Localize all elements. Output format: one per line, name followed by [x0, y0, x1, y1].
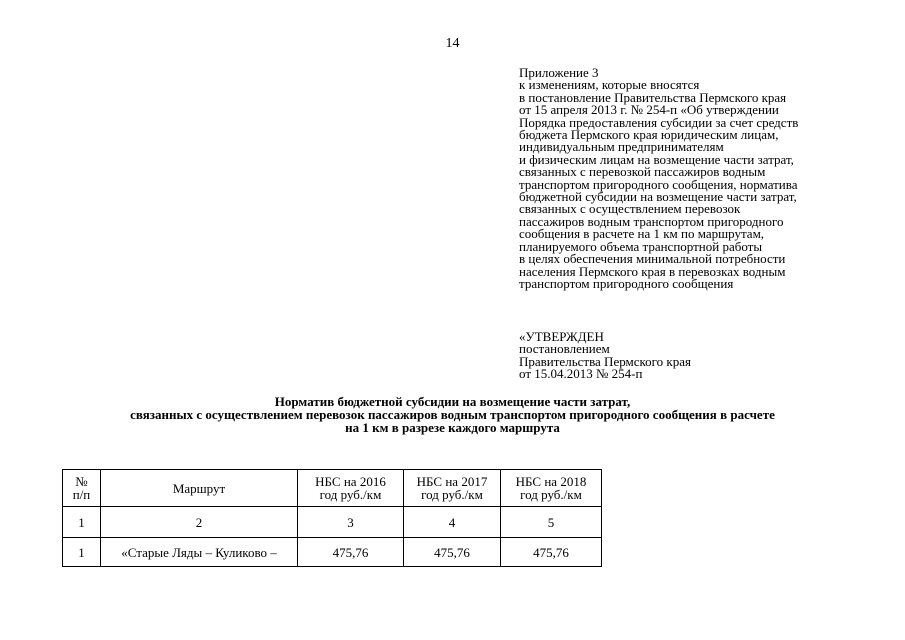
appendix-line: Приложение 3	[519, 65, 599, 80]
appendix-line: пассажиров водным транспортом пригородного	[519, 213, 784, 229]
appendix-line: в постановление Правительства Пермского края	[519, 89, 787, 105]
header-cell-2018: НБС на 2018 год руб./км	[501, 470, 602, 507]
header-cell-number: № п/п	[63, 470, 101, 507]
title-line: Норматив бюджетной субсидии на возмещение части затрат,	[274, 394, 631, 409]
nbs-2018-cell: 475,76	[501, 538, 602, 567]
header-cell-2016: НБС на 2016 год руб./км	[298, 470, 404, 507]
appendix-line: сообщения в расчете на 1 км по маршрутам,	[519, 226, 765, 242]
header-cell-2017: НБС на 2017 год руб./км	[404, 470, 501, 507]
route-cell: «Старые Ляды – Куликово –	[101, 538, 298, 567]
appendix-line: индивидуальным предпринимателям	[519, 139, 724, 155]
appendix-line: бюджета Пермского края юридическим лицам,	[519, 127, 779, 143]
nbs-2017-cell: 475,76	[404, 538, 501, 567]
column-number-cell: 1	[63, 507, 101, 538]
appendix-line: и физическим лицам на возмещение части затрат,	[519, 151, 794, 167]
column-number-row	[63, 507, 602, 538]
column-number-cell: 5	[501, 507, 602, 538]
approved-line: «УТВЕРЖДЕН	[519, 329, 604, 344]
page-number: 14	[445, 36, 460, 51]
header-cell-route: Маршрут	[101, 470, 298, 507]
appendix-line: населения Пермского края в перевозках водным	[519, 263, 786, 279]
document-title	[0, 395, 905, 434]
title-line: связанных с осуществлением перевозок пассажиров водным транспортом пригородного сообщения в расчете	[130, 407, 775, 422]
appendix-line: связанных с осуществлением перевозок	[519, 201, 741, 217]
approved-block	[519, 331, 859, 381]
row-number-cell: 1	[63, 538, 101, 567]
appendix-line: к изменениям, которые вносятся	[519, 77, 700, 93]
appendix-line: в целях обеспечения минимальной потребности	[519, 251, 786, 267]
appendix-block	[519, 67, 859, 290]
table-row	[63, 538, 602, 567]
appendix-line: транспортом пригородного сообщения	[519, 275, 734, 291]
column-number-cell: 3	[298, 507, 404, 538]
subsidy-norms-table	[62, 469, 602, 567]
appendix-line: транспортом пригородного сообщения, норматива	[519, 176, 798, 192]
title-line: на 1 км в разрезе каждого маршрута	[345, 420, 560, 435]
appendix-line: связанных с перевозкой пассажиров водным	[519, 164, 766, 180]
column-number-cell: 4	[404, 507, 501, 538]
appendix-line: бюджетной субсидии на возмещение части затрат,	[519, 189, 797, 205]
table-header-row	[63, 470, 602, 507]
approved-line: постановлением	[519, 341, 610, 357]
column-number-cell: 2	[101, 507, 298, 538]
appendix-line: от 15 апреля 2013 г. № 254-п «Об утверждении	[519, 102, 779, 118]
nbs-2016-cell: 475,76	[298, 538, 404, 567]
appendix-line: планируемого объема транспортной работы	[519, 238, 763, 254]
approved-line: Правительства Пермского края	[519, 353, 691, 369]
approved-line: от 15.04.2013 № 254-п	[519, 366, 643, 382]
appendix-line: Порядка предоставления субсидии за счет средств	[519, 114, 799, 130]
